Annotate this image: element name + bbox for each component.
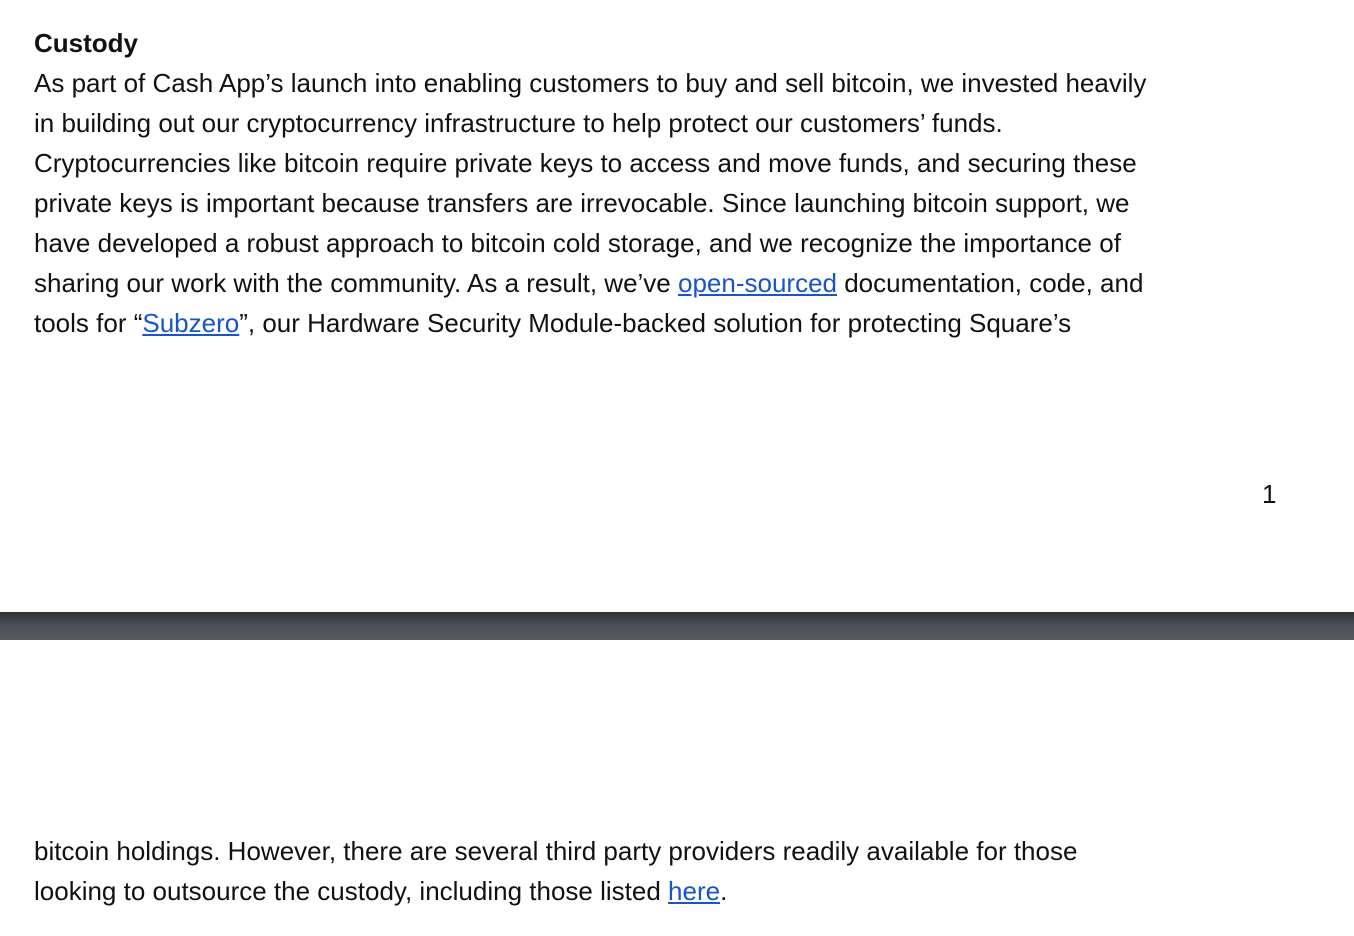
text-segment: documentation, code, and xyxy=(837,268,1144,298)
body-paragraph xyxy=(34,63,1284,343)
text-segment: looking to outsource the custody, including those listed xyxy=(34,876,669,906)
paragraph-line: Cryptocurrencies like bitcoin require private keys to access and move funds, and securing these xyxy=(34,148,1137,178)
paragraph-line: As part of Cash App’s launch into enabling customers to buy and sell bitcoin, we invested heavily xyxy=(34,68,1147,98)
page-separator xyxy=(0,612,1354,640)
here-link[interactable]: here xyxy=(668,876,721,906)
page-number: 1 xyxy=(1262,479,1277,509)
text-segment: ”, our Hardware Security Module-backed solution for protecting Square’s xyxy=(239,308,1072,338)
body-paragraph-continued xyxy=(34,831,1284,911)
paragraph-line: have developed a robust approach to bitcoin cold storage, and we recognize the importance of xyxy=(34,228,1121,258)
paragraph-line xyxy=(34,303,1284,343)
paragraph-line: in building out our cryptocurrency infrastructure to help protect our customers’ funds. xyxy=(34,108,1003,138)
text-segment: tools for “ xyxy=(34,308,143,338)
text-segment: sharing our work with the community. As a result, we’ve xyxy=(34,268,678,298)
subzero-link[interactable]: Subzero xyxy=(142,308,240,338)
paragraph-line xyxy=(34,263,1284,303)
section-heading: Custody xyxy=(34,28,138,58)
text-segment: . xyxy=(720,876,728,906)
paragraph-line: private keys is important because transfers are irrevocable. Since launching bitcoin support, we xyxy=(34,188,1130,218)
paragraph-line xyxy=(34,871,1284,911)
paragraph-line: bitcoin holdings. However, there are several third party providers readily available for those xyxy=(34,836,1078,866)
open-sourced-link[interactable]: open-sourced xyxy=(678,268,837,298)
